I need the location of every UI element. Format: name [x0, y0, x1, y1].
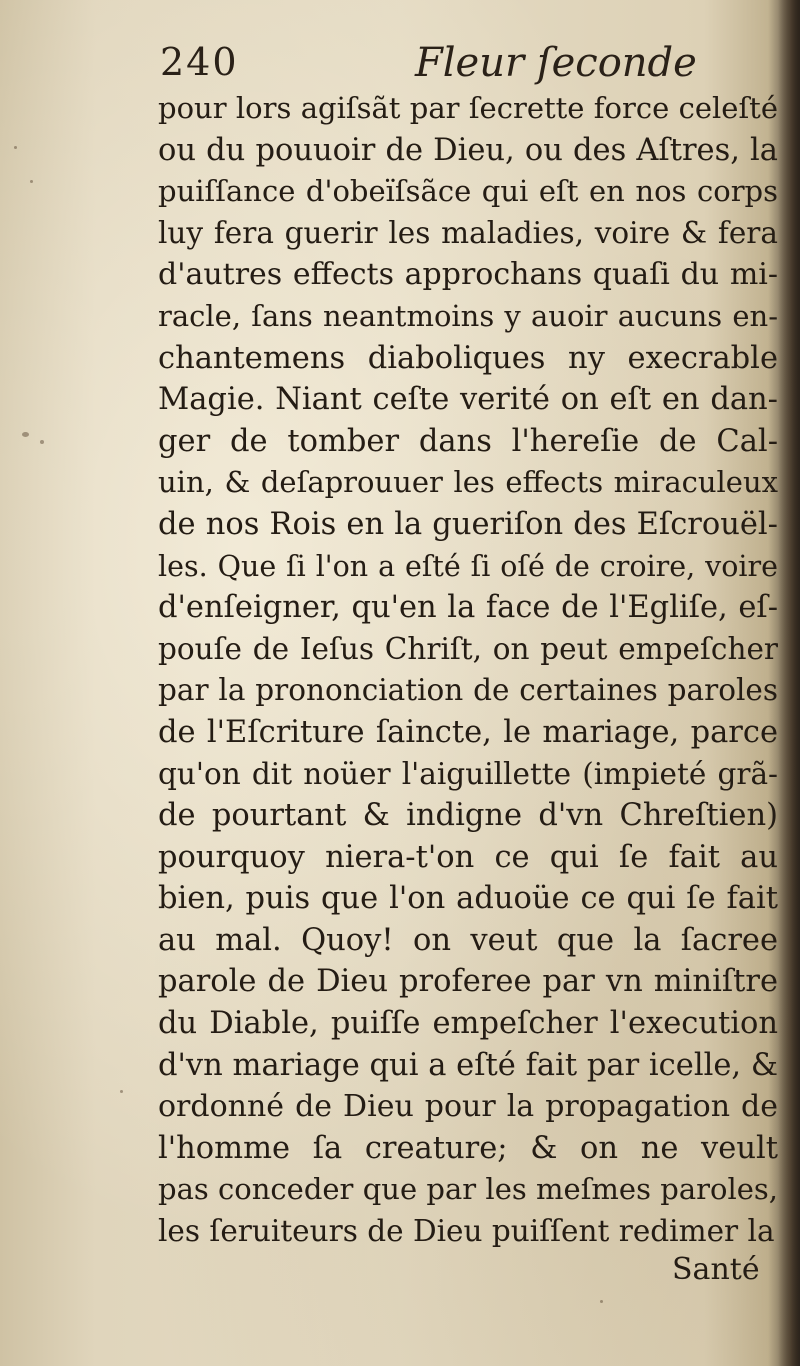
page-number: 240 — [160, 40, 239, 84]
text-line: pas conceder que par les meſmes paroles, — [158, 1172, 778, 1207]
catchword: Santé — [672, 1252, 760, 1287]
text-line: les ſeruiteurs de Dieu puiſſent redimer la — [158, 1214, 775, 1249]
text-line: luy fera guerir les maladies, voire & fera — [158, 215, 778, 250]
running-head — [160, 40, 780, 90]
text-line: ou du pouuoir de Dieu, ou des Aſtres, la — [158, 132, 778, 168]
text-line: d'vn mariage qui a eſté fait par icelle, & — [158, 1047, 778, 1083]
text-line: uin, & deſaprouuer les effects miraculeux — [158, 465, 778, 500]
text-line: par la prononciation de certaines paroles — [158, 673, 778, 708]
text-line: qu'on dit noüer l'aiguillette (impieté grã- — [158, 756, 778, 791]
text-line: ordonné de Dieu pour la propagation de — [158, 1089, 778, 1125]
text-line: du Diable, puiſſe empeſcher l'execution — [158, 1006, 778, 1042]
running-title: Fleur ſeconde — [415, 40, 697, 86]
page-edge-shadow — [778, 0, 800, 1366]
text-line: au mal. Quoy! on veut que la ſacree — [158, 922, 778, 958]
text-line: ger de tomber dans l'hereſie de Cal- — [158, 423, 778, 459]
paper-speck — [600, 1300, 603, 1303]
text-line: pourquoy niera-t'on ce qui ſe fait au — [158, 839, 778, 875]
paper-speck — [120, 1090, 123, 1093]
text-line: d'autres effects approchans quaſi du mi- — [158, 257, 778, 293]
paper-speck — [14, 146, 17, 149]
text-line: de nos Rois en la gueriſon des Eſcrouël- — [158, 506, 778, 542]
text-line: puiſſance d'obeïſsãce qui eſt en nos corps — [158, 174, 778, 209]
text-line: l'homme ſa creature; & on ne veult — [158, 1130, 778, 1166]
body-text — [158, 88, 778, 1253]
text-line: Magie. Niant ceſte verité on eſt en dan- — [158, 382, 778, 418]
text-line: de l'Eſcriture ſaincte, le mariage, parce — [158, 714, 778, 750]
text-line: parole de Dieu proferee par vn miniſtre — [158, 964, 778, 1000]
paper-speck — [30, 180, 33, 183]
text-line: racle, ſans neantmoins y auoir aucuns en- — [158, 298, 778, 333]
text-line: les. Que ſi l'on a eſté ſi oſé de croire, voire — [158, 549, 778, 583]
text-line: pour lors agiſsãt par ſecrette force celeſté — [158, 91, 778, 125]
paper-speck — [22, 432, 29, 437]
text-line: chantemens diaboliques ny execrable — [158, 340, 778, 376]
text-line: d'enſeigner, qu'en la face de l'Egliſe, eſ- — [158, 590, 778, 626]
text-line: bien, puis que l'on aduoüe ce qui ſe fait — [158, 881, 778, 917]
paper-speck — [40, 440, 44, 444]
text-line: pouſe de Ieſus Chriſt, on peut empeſcher — [158, 631, 778, 666]
text-line: de pourtant & indigne d'vn Chreſtien) — [158, 798, 778, 834]
